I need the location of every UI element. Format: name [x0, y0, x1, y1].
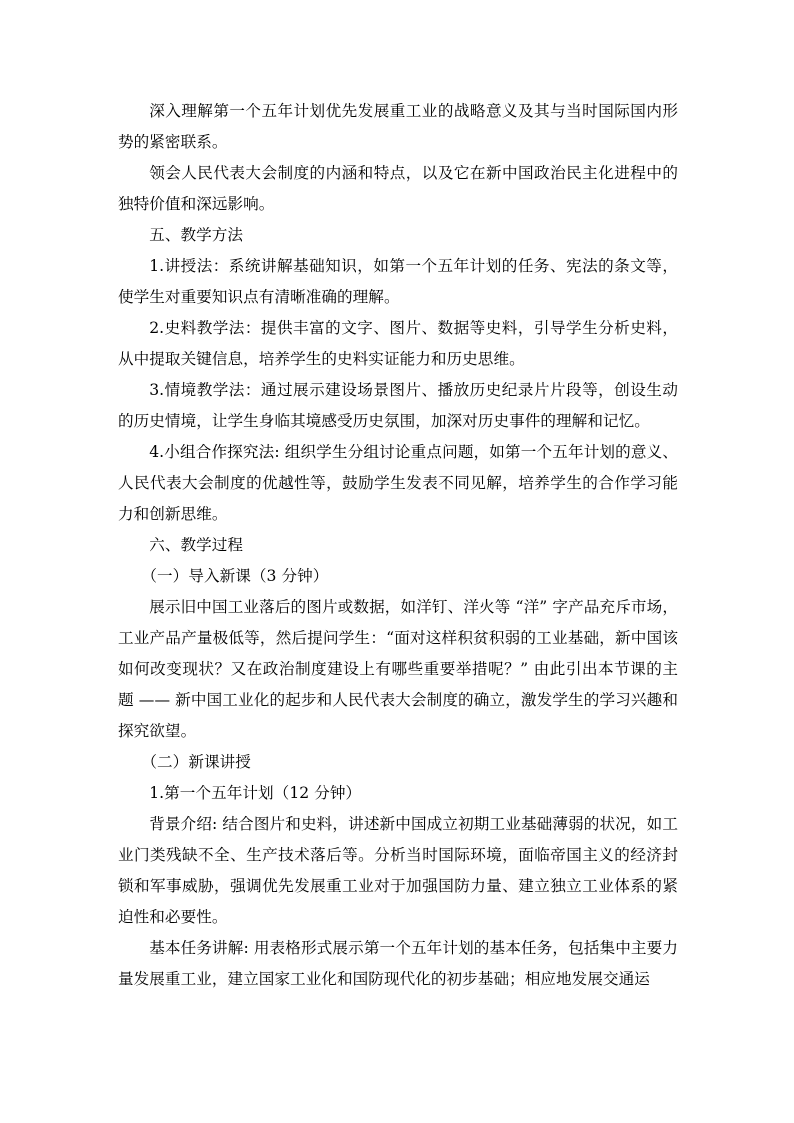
document-body [118, 96, 678, 995]
section-heading-teaching-methods: 五、教学方法 [149, 226, 244, 244]
method-situational: 3.情境教学法：通过展示建设场景图片、播放历史纪录片片段等，创设生动的历史情境，让学生身临其境感受历史氛围，加深对历史事件的理解和记忆。 [118, 381, 678, 430]
objective-paragraph-2: 领会人民代表大会制度的内涵和特点，以及它在新中国政治民主化进程中的独特价值和深远影响。 [118, 164, 678, 213]
objective-paragraph-1: 深入理解第一个五年计划优先发展重工业的战略意义及其与当时国际国内形势的紧密联系。 [118, 102, 678, 151]
method-lecture: 1.讲授法：系统讲解基础知识，如第一个五年计划的任务、宪法的条文等，使学生对重要知识点有清晰准确的理解。 [118, 257, 678, 306]
subheading-five-year-plan: 1.第一个五年计划（12 分钟） [149, 784, 362, 802]
method-group-inquiry: 4.小组合作探究法: 组织学生分组讨论重点问题，如第一个五年计划的意义、人民代表大会制度的优越性等，鼓励学生发表不同见解，培养学生的合作学习能力和创新思维。 [118, 443, 678, 523]
basic-tasks-paragraph: 基本任务讲解: 用表格形式展示第一个五年计划的基本任务，包括集中主要力量发展重工业，建立国家工业化和国防现代化的初步基础；相应地发展交通运 [118, 939, 678, 988]
subheading-new-lesson: （二）新课讲授 [141, 753, 251, 771]
introduction-paragraph: 展示旧中国工业落后的图片或数据，如洋钉、洋火等 “洋” 字产品充斥市场，工业产品产量极低等，然后提问学生：“面对这样积贫积弱的工业基础，新中国该如何改变现状？又在政治制度建设上有哪些重要举措呢？” 由此引出本节课的主题 —— 新中国工业化的起步和人民代表大会制度的确立，激发学生的学习兴趣和探究欲望。 [118, 598, 678, 740]
section-heading-teaching-process: 六、教学过程 [149, 536, 244, 554]
subheading-introduction: （一）导入新课（3 分钟） [141, 567, 329, 585]
background-paragraph: 背景介绍: 结合图片和史料，讲述新中国成立初期工业基础薄弱的状况，如工业门类残缺不全、生产技术落后等。分析当时国际环境，面临帝国主义的经济封锁和军事威胁，强调优先发展重工业对于加强国防力量、建立独立工业体系的紧迫性和必要性。 [118, 815, 678, 926]
method-historical-materials: 2.史料教学法：提供丰富的文字、图片、数据等史料，引导学生分析史料，从中提取关键信息，培养学生的史料实证能力和历史思维。 [118, 319, 678, 368]
